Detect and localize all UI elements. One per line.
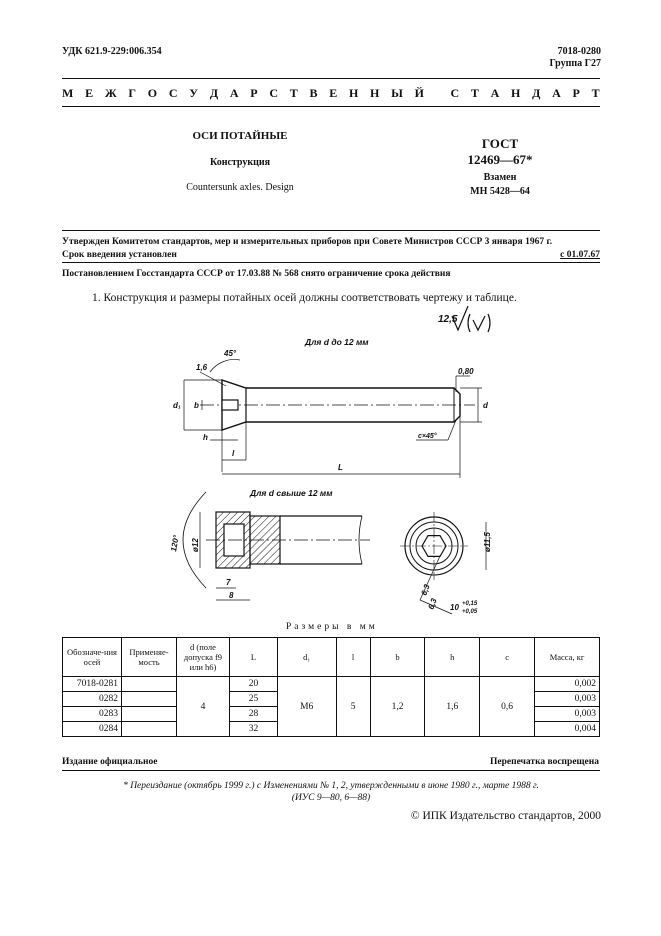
heading-letter: М xyxy=(62,86,74,100)
dim-d: d xyxy=(483,401,488,410)
intro-date: с 01.07.67 xyxy=(560,250,600,260)
dim-16: 1,6 xyxy=(196,363,208,372)
angle-arc xyxy=(210,359,240,372)
roughness-value: 12,5 xyxy=(438,314,458,325)
cell-code: 7018-0281 xyxy=(63,677,122,692)
table-row xyxy=(63,677,600,692)
cell-applicability xyxy=(122,722,177,737)
heading-letter: С xyxy=(168,86,178,100)
caption-small-d: Для d до 12 мм xyxy=(305,337,369,347)
reprint-prohibited: Перепечатка воспрещена xyxy=(489,757,599,767)
document-group: Группа Г27 xyxy=(549,58,601,69)
heading-letter: А xyxy=(490,86,500,100)
cell-c: 0,6 xyxy=(480,677,535,737)
cell-L: 25 xyxy=(230,692,278,707)
cell-code: 0284 xyxy=(63,722,122,737)
gost-block xyxy=(440,136,560,197)
cell-mass: 0,003 xyxy=(535,707,600,722)
footer-rule xyxy=(62,770,600,771)
cell-code: 0282 xyxy=(63,692,122,707)
dim-d1: d₁ xyxy=(173,401,181,410)
title-block xyxy=(140,130,340,193)
heading-letter: А xyxy=(552,86,561,100)
heading-letter: А xyxy=(229,86,239,100)
dim-120: 120° xyxy=(169,534,181,553)
cell-d: 4 xyxy=(177,677,230,737)
dim-phi12: ø12 xyxy=(191,538,200,552)
cell-d1: М6 xyxy=(277,677,336,737)
heading-letter: Т xyxy=(470,86,479,100)
approval-text: Утвержден Комитетом стандартов, мер и измерительных приборов при Совете Министров СССР 3 января 1967 г. xyxy=(62,237,553,247)
th-d1: d₁ xyxy=(277,638,336,677)
th-code: Обозначе-ния осей xyxy=(63,638,122,677)
slot xyxy=(222,400,238,410)
heading-letter: Р xyxy=(572,86,580,100)
reissue-line-1: * Переиздание (октябрь 1999 г.) с Изменениями № 1, 2, утвержденными в июне 1980 г., марте 1988 г. xyxy=(123,781,539,791)
cell-applicability xyxy=(122,692,177,707)
heading-rule xyxy=(62,106,600,107)
cell-L: 20 xyxy=(230,677,278,692)
reissue-line-2: (ИУС 9—80, 6—88) xyxy=(291,793,371,803)
intro-date-line xyxy=(62,250,600,260)
heading-letter: Т xyxy=(591,86,600,100)
cell-L: 28 xyxy=(230,707,278,722)
document-subtitle: Конструкция xyxy=(209,157,271,168)
dim-l: l xyxy=(232,449,235,458)
heading-letter: О xyxy=(147,86,158,100)
dim-tol-up: +0,15 xyxy=(462,601,478,607)
cell-applicability xyxy=(122,677,177,692)
dim-chamfer: c×45° xyxy=(418,433,437,440)
heading-letter: Н xyxy=(348,86,359,100)
th-b: b xyxy=(370,638,425,677)
document-code-block xyxy=(549,46,601,70)
heading-letter: Д xyxy=(209,86,219,100)
gost-label: ГОСТ xyxy=(481,136,519,151)
replaces-standard: МН 5428—64 xyxy=(470,186,530,197)
caption-large-d: Для d свыше 12 мм xyxy=(250,488,333,498)
th-c: c xyxy=(480,638,535,677)
dimensions-table xyxy=(62,637,600,737)
heading-letter: Н xyxy=(511,86,521,100)
dim-h: h xyxy=(203,433,208,442)
th-L: L xyxy=(230,638,278,677)
technical-drawing xyxy=(0,300,661,625)
reissue-note xyxy=(62,780,600,804)
dim-phi115: ø11,5 xyxy=(483,532,492,552)
dim-b: b xyxy=(194,401,199,410)
heading-letter: Ы xyxy=(391,86,403,100)
dim-16-leader xyxy=(200,372,226,386)
th-h: h xyxy=(425,638,480,677)
gost-number: 12469—67* xyxy=(467,152,533,167)
heading-letter xyxy=(436,86,439,101)
replaces-label: Взамен xyxy=(483,172,517,183)
th-applicability: Применяе-мость xyxy=(122,638,177,677)
cell-mass: 0,002 xyxy=(535,677,600,692)
dim-63a: 6,3 xyxy=(419,583,432,597)
english-title: Countersunk axles. Design xyxy=(186,182,294,193)
chamfer-leader2 xyxy=(448,420,456,440)
cell-mass: 0,004 xyxy=(535,722,600,737)
heading-letter: Р xyxy=(250,86,258,100)
official-edition: Издание официальное xyxy=(62,757,158,767)
top-rule xyxy=(62,78,600,79)
udk-code: УДК 621.9-229:006.354 xyxy=(62,46,162,57)
cell-l: 5 xyxy=(336,677,370,737)
decree-text: Постановлением Госстандарта СССР от 17.03.88 № 568 снято ограничение срока действия xyxy=(62,269,451,279)
cell-applicability xyxy=(122,707,177,722)
dim-63b: 6,3 xyxy=(426,597,439,611)
heading-letter: В xyxy=(309,86,318,100)
heading-letter: Г xyxy=(128,86,137,100)
copyright: © ИПК Издательство стандартов, 2000 xyxy=(410,810,601,822)
th-mass: Масса, кг xyxy=(535,638,600,677)
dim-tol: 10 xyxy=(450,603,459,612)
cell-code: 0283 xyxy=(63,707,122,722)
roughness-bracket-icon xyxy=(468,314,490,332)
heading-letter: Е xyxy=(85,86,94,100)
heading-letter: Ж xyxy=(104,86,117,100)
dim-angle: 45° xyxy=(224,349,237,358)
cell-L: 32 xyxy=(230,722,278,737)
heading-letter: Й xyxy=(414,86,424,100)
approval-rule xyxy=(62,230,600,231)
heading-letter: У xyxy=(189,86,199,100)
cell-b: 1,2 xyxy=(370,677,425,737)
paragraph-1: 1. Конструкция и размеры потайных осей должны соответствовать чертежу и таблице. xyxy=(92,292,517,304)
dim-080: 0,80 xyxy=(458,367,474,376)
heading-letter: Т xyxy=(289,86,298,100)
dim-8: 8 xyxy=(229,591,234,600)
document-code: 7018-0280 xyxy=(557,46,601,57)
th-l: l xyxy=(336,638,370,677)
document-title: ОСИ ПОТАЙНЫЕ xyxy=(192,130,288,142)
heading-letter: С xyxy=(450,86,460,100)
dim-L: L xyxy=(338,463,343,472)
heading-letter: Е xyxy=(329,86,338,100)
dim-tol-lo: +0,05 xyxy=(462,609,478,615)
heading-letter: Д xyxy=(532,86,541,100)
heading-letter: С xyxy=(269,86,278,100)
cell-mass: 0,003 xyxy=(535,692,600,707)
dim-7: 7 xyxy=(226,578,231,587)
table-caption: Размеры в мм xyxy=(286,622,378,632)
interstate-standard-heading xyxy=(62,86,600,101)
intro-label: Срок введения установлен xyxy=(62,250,177,260)
heading-letter: Н xyxy=(370,86,380,100)
intro-rule xyxy=(62,262,600,263)
th-d: d (поле допуска f9 или h6) xyxy=(177,638,230,677)
cell-h: 1,6 xyxy=(425,677,480,737)
table-header-row xyxy=(63,638,600,677)
